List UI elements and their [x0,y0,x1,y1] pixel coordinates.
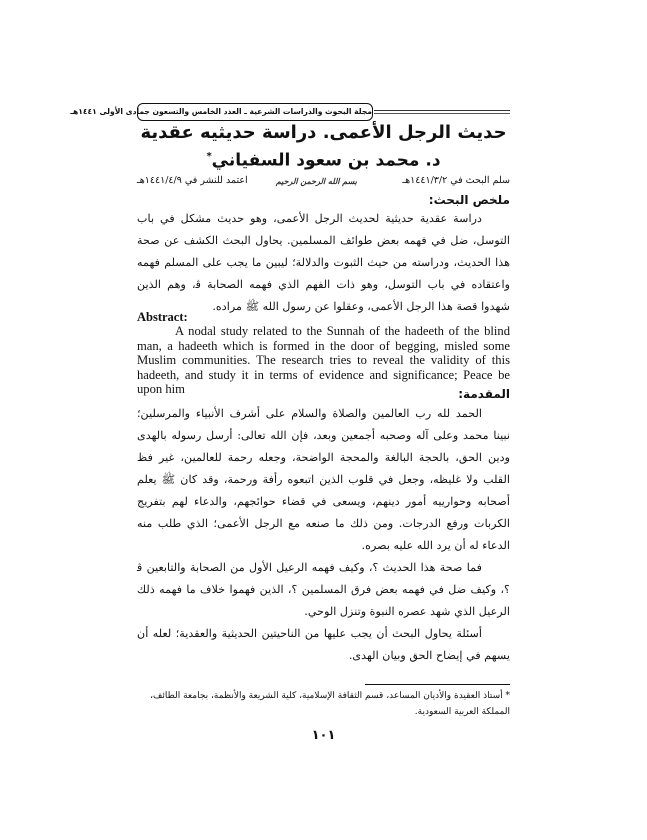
page-number: ١٠١ [311,728,336,743]
english-abstract-heading: Abstract: [137,310,188,324]
author-name: د. محمد بن سعود السفياني [211,150,441,171]
introduction-heading: المقدمة: [458,387,510,401]
arabic-abstract [137,208,510,318]
arabic-abstract-heading: ملخص البحث: [428,193,510,207]
journal-header-box: مجلة البحوث والدراسات الشرعية ـ العدد الخامس والتسعون جمادى الأولى ١٤٤١هـ [137,103,373,121]
paper-page [70,0,510,840]
received-date: سلم البحث في ١٤٤١/٣/٢هـ [402,175,510,186]
accepted-date: اعتمد للنشر في ١٤٤١/٤/٩هـ [137,175,248,186]
paper-title: حديث الرجل الأعمى. دراسة حديثيه عقدية [140,122,507,143]
header-double-rule [374,110,510,114]
intro-paragraph: فما صحة هذا الحديث ؟، وكيف فهمه الرعيل الأول من الصحابة والتابعين ﭬ ؟، وكيف ضل في فهمه بعض فرق المسلمين ؟، الذين فهموا خلاف ما فهمه ذلك الرعيل الذي شهد عصره النبوة وتنزل الوحي. [137,561,510,618]
running-header [70,103,510,121]
introduction-body [137,403,510,667]
arabic-abstract-text: دراسة عقدية حديثية لحديث الرجل الأعمى، وهو حديث مشكل في باب التوسل، ضل في فهمه بعض طوائف المسلمين. يحاول البحث الكشف عن صحة هذا الحديث، ودراسته من حيث الثبوت والدلالة؛ ليبين ما يجب على المسلم فهمه واعتقاده في باب التوسل، وهو ذات الفهم الذي فهمه الصحابة ﭬ، وهم الذين شهدوا قصة هذا الرجل الأعمى، وعقلوا عن رسول الله ﷺ مراده. [137,212,510,313]
submission-meta [137,172,510,192]
intro-paragraph: أسئلة يحاول البحث أن يجب عليها من الناحيتين الحديثية والعقدية؛ لعله أن يسهم في إيضاح الحق وبيان الهدى. [137,627,510,662]
basmala-calligraphy: بسم الله الرحمن الرحيم [275,176,357,186]
intro-paragraph: الحمد لله رب العالمين والصلاة والسلام على أشرف الأنبياء والمرسلين؛ نبينا محمد وعلى آله وصحبه أجمعين وبعد، فإن الله تعالى: أرسل رسوله بالهدى ودين الحق، بالحجة البالغة والمحجة الواضحة، وجعله رحمة للعالمين، غير فظ القلب ولا غليظه، وجعل في قلوب الذين اتبعوه رأفة ورحمة، وقد كان ﷺ يعلم أصحابه وحوارييه أمور دينهم، ويسعى في قضاء حوائجهم، والدعاء لهم بتفريج الكربات ورفع الدرجات. ومن ذلك ما صنعه مع الرجل الأعمى؛ الذي طلب منه الدعاء له أن يرد الله عليه بصره. [137,407,510,552]
author-footnote-marker: * [206,151,212,162]
english-abstract-text: A nodal study related to the Sunnah of the hadeeth of the blind man, a hadeeth which is formed in the door of begging, misled some Muslim communities. The research tries to reveal the validity of this hadeeth, and study it in terms of evidence and significance; Peace be upon him [137,324,510,396]
author-footnote: * أستاذ العقيدة والأديان المساعد، قسم الثقافة الإسلامية، كلية الشريعة والأنظمة، بجامعة الطائف، المملكة العربية السعودية. [150,691,510,717]
author-line [137,146,510,172]
footnote-separator [365,684,510,685]
